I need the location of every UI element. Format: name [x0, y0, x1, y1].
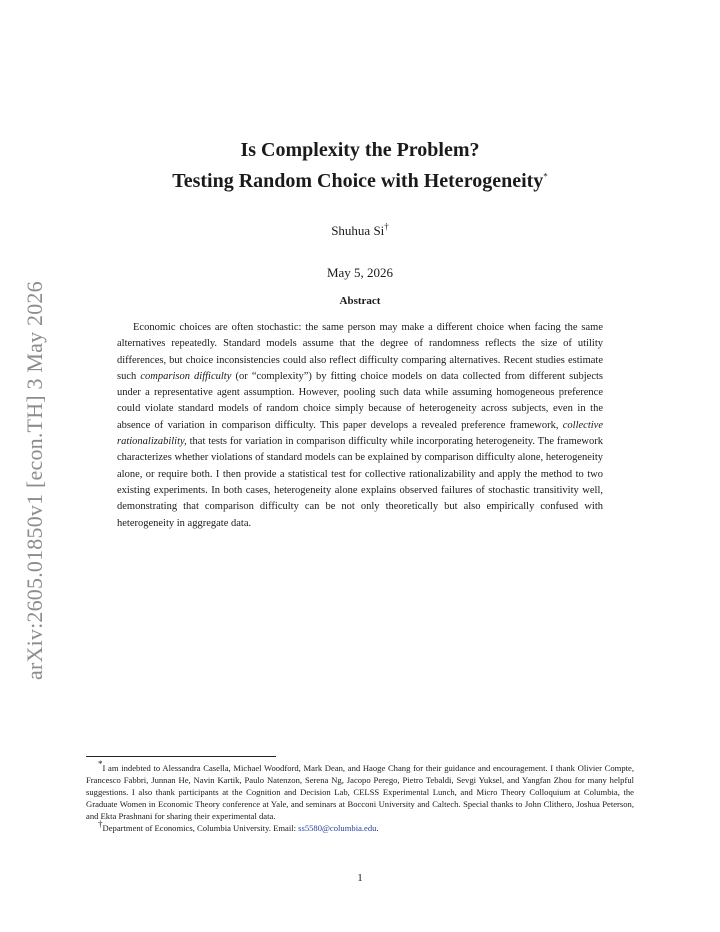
- abstract-part1: Economic choices are often stochastic: the same person may make a different choice when facing the same alternatives repeatedly. Standard models assume that the degree of randomness reflects the size of utility differences, but choice inconsistencies could also reflect difficulty comparing alternatives. Recent studies estimate such: [117, 322, 603, 382]
- abstract-part3: that tests for variation in comparison difficulty while incorporating heterogeneity. The framework characterizes whether violations of standard models can be explained by comparison difficulty alone, heterogeneity alone, or require both. I then provide a statistical test for collective rationalizability and apply the method to two existing experiments. In both cases, heterogeneity alone explains observed failures of stochastic transitivity well, demonstrating that comparison difficulty can be not only theoretically but also empirically confused with heterogeneity in aggregate data.: [117, 436, 603, 529]
- page-number: 1: [357, 872, 363, 884]
- author-text: Shuhua Si: [331, 223, 385, 238]
- paper-title-line2: [60, 165, 660, 197]
- abstract-part2: (or “complexity”) by fitting choice models on data collected from different subjects under a representative agent assumption. However, pooling such data while assuming homogeneous preference could violate standard models of random choice simply because of heterogeneity across subjects, even in the absence of variation in comparison difficulty. This paper develops a revealed preference framework,: [117, 370, 603, 431]
- abstract-heading: Abstract: [339, 295, 381, 307]
- footnote-2: [86, 819, 634, 834]
- author-name: [60, 223, 660, 239]
- footnotes: [86, 759, 634, 835]
- footnote-2-end: .: [376, 823, 379, 834]
- email-link[interactable]: ss5580@columbia.edu: [298, 823, 377, 834]
- paper-title-line1: [60, 134, 660, 166]
- footnote-1-mark: *: [98, 759, 103, 770]
- footnote-1-text: I am indebted to Alessandra Casella, Michael Woodford, Mark Dean, and Haoge Chang for their guidance and encouragement. I thank Olivier Compte, Francesco Fabbri, Junnan He, Navin Kartik, Paulo Natenzon, Serena Ng, Jacopo Perego, Pietro Tebaldi, Sevgi Yuksel, and Yangfan Zhou for many helpful suggestions. I also thank participants at the Cognition and Decision Lab, CELSS Experimental Lunch, and Micro Theory Colloquium at Columbia, the Graduate Women in Economic Theory conference at Yale, and seminars at Bocconi University and Caltech. Special thanks to John Clithero, Joshua Peterson, and Ekta Prashnani for sharing their experimental data.: [86, 763, 634, 822]
- footnote-1: [86, 759, 634, 822]
- abstract-emphasis-1: comparison difficulty: [140, 370, 232, 382]
- author-footnote-mark[interactable]: †: [384, 221, 389, 232]
- title-line2-text: Testing Random Choice with Heterogeneity: [172, 170, 544, 192]
- paper-date: May 5, 2026: [326, 265, 394, 280]
- footnote-rule: [86, 756, 276, 757]
- abstract-body: [117, 320, 603, 532]
- footnote-2-text: Department of Economics, Columbia University. Email:: [102, 823, 299, 834]
- title-footnote-mark[interactable]: *: [543, 171, 548, 182]
- title-line1-text: Is Complexity the Problem?: [240, 139, 480, 161]
- abstract-emphasis-2: collective rationalizability,: [117, 419, 603, 448]
- arxiv-sidebar-stamp: arXiv:2605.01850v1 [econ.TH] 3 May 2026: [22, 281, 47, 680]
- footnote-2-mark: †: [98, 819, 103, 830]
